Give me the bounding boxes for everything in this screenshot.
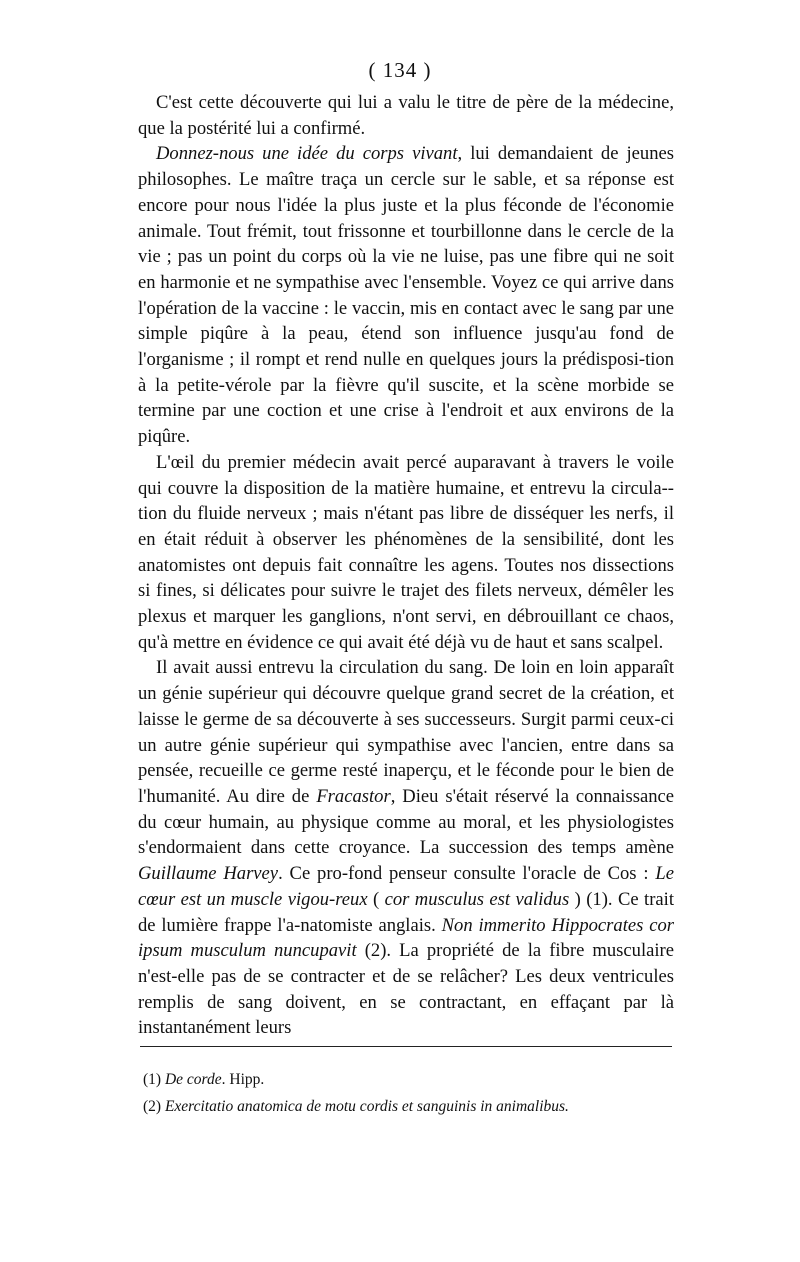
footnotes bbox=[143, 1066, 673, 1120]
paragraph-4-segment-9: ) (1). Ce trait de lumière frappe l'a-natomiste anglais. bbox=[138, 888, 674, 936]
footnote-1-segment-3: . Hipp. bbox=[221, 1071, 265, 1088]
paragraph-4-segment-4: Guillaume Harvey bbox=[138, 863, 279, 885]
footnote-divider bbox=[140, 1046, 672, 1047]
footnote-1-segment-1: (1) bbox=[143, 1071, 165, 1088]
paragraph-4-segment-7: ( bbox=[367, 888, 385, 910]
body-text bbox=[138, 90, 674, 1041]
footnote-2-segment-2: Exercitatio anatomica de motu cordis et sanguinis in animalibus. bbox=[164, 1098, 569, 1115]
paragraph-4-segment-2: Fracastor bbox=[316, 785, 391, 807]
footnote-2-segment-1: (2) bbox=[143, 1098, 165, 1115]
paragraph-4-segment-5: . Ce pro-fond penseur consulte l'oracle de Cos : bbox=[278, 863, 656, 885]
paragraph-3 bbox=[138, 450, 674, 656]
paragraph-3-segment-1: L'œil du premier médecin avait percé auparavant à travers le voile qui couvre la disposition de la matière humaine, et entrevu la circula-tion du fluide nerveux ; mais n'étant pas libre de disséquer les nerfs, il en était réduit à observer les phénomènes de la sensibilité, dont les anatomistes ont depuis fait connaître les agens. Toutes nos dissections si fines, si délicates pour suivre le trajet des filets nerveux, démêler les plexus et marquer les ganglions, n'ont servi, en débrouillant ce chaos, qu'à mettre en évidence ce qui avait été déjà vu de haut et sans scalpel. bbox=[138, 451, 674, 653]
paragraph-2 bbox=[138, 141, 674, 449]
page-number: ( 134 ) bbox=[368, 58, 432, 82]
paragraph-4-segment-6: Le cœur est un muscle vigou-reux bbox=[138, 863, 674, 910]
paragraph-4-segment-3: , Dieu s'était réservé la connaissance du cœur humain, au physique comme au moral, et les physiologistes s'endormaient dans cette croyance. La succession des temps amène bbox=[138, 785, 674, 859]
paragraph-4-segment-10: Non immerito Hippocrates cor ipsum musculum nuncupavit bbox=[138, 914, 675, 962]
footnote-1-segment-2: De corde bbox=[164, 1071, 222, 1088]
paragraph-2-segment-1: Donnez-nous une idée du corps vivant bbox=[156, 143, 458, 165]
paragraph-2-segment-2: , lui demandaient de jeunes philosophes. Le maître traça un cercle sur le sable, et sa réponse est encore pour nous l'idée la plus juste et la plus féconde de l'économie animale. Tout frémit, tout frissonne et tourbillonne dans le cercle de la vie ; pas un point du corps où la vie ne luise, pas une fibre qui ne soit en harmonie et ne sympathise avec l'ensemble. Voyez ce qui arrive dans l'opération de la vaccine : le vaccin, mis en contact avec le sang par une simple piqûre à la peau, étend son influence jusqu'au fond de l'organisme ; il rompt et rend nulle en quelques jours la prédisposi-tion à la petite-vérole par la fièvre qu'il suscite, et la scène morbide se termine par une coction et une crise à l'endroit et aux environs de la piqûre. bbox=[138, 143, 674, 448]
paragraph-4-segment-1: Il avait aussi entrevu la circulation du sang. De loin en loin apparaît un génie supérieur qui découvre quelque grand secret de la création, et laisse le germe de sa découverte à ses successeurs. Surgit parmi ceux-ci un autre génie supérieur qui sympathise avec l'ancien, entre dans sa pensée, recueille ce germe resté inaperçu, et le féconde pour le bien de l'humanité. Au dire de bbox=[138, 657, 674, 807]
footnote-1 bbox=[143, 1066, 673, 1093]
paragraph-4-segment-11: (2). La propriété de la fibre musculaire n'est-elle pas de se contracter et de se relâcher? Les deux ventricules remplis de sang doivent, en se contractant, en effaçant par là instantanément leurs bbox=[138, 940, 674, 1039]
paragraph-1 bbox=[138, 90, 674, 141]
paragraph-1-segment-1: C'est cette découverte qui lui a valu le titre de père de la médecine, que la postérité lui a confirmé. bbox=[138, 92, 674, 139]
footnote-2 bbox=[143, 1093, 673, 1120]
paragraph-4 bbox=[138, 655, 674, 1041]
paragraph-4-segment-8: cor musculus est validus bbox=[384, 888, 570, 910]
